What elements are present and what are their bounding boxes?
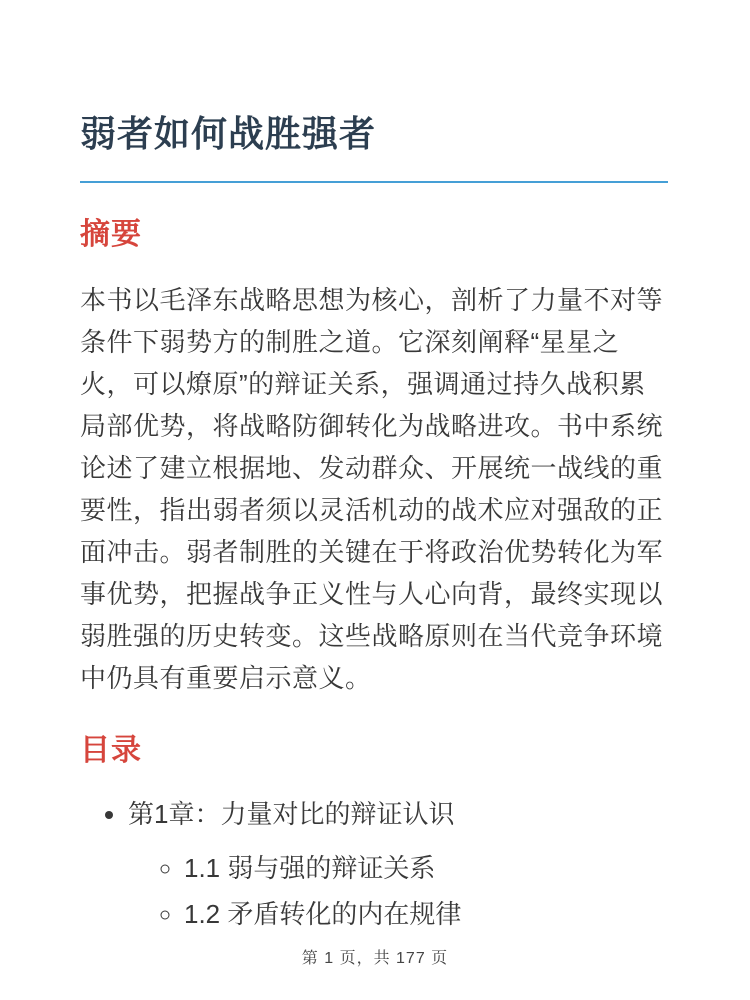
- toc-chapter-label: 第1章：力量对比的辩证认识: [128, 799, 455, 830]
- title-divider: [80, 181, 668, 183]
- toc-list: [80, 797, 668, 931]
- toc-subitem: ◦ 1.2 矛盾转化的内在规律: [184, 897, 668, 931]
- toc-chapter-item: [128, 797, 668, 931]
- toc-sublist: [128, 851, 668, 931]
- abstract-paragraph: 本书以毛泽东战略思想为核心，剖析了力量不对等条件下弱势方的制胜之道。它深刻阐释“星星之火，可以燎原”的辩证关系，强调通过持久战积累局部优势，将战略防御转化为战略进攻。书中系统论述了建立根据地、发动群众、开展统一战线的重要性，指出弱者须以灵活机动的战术应对强敌的正面冲击。弱者制胜的关键在于将政治优势转化为军事优势，把握战争正义性与人心向背，最终实现以弱胜强的历史转变。这些战略原则在当代竞争环境中仍具有重要启示意义。: [80, 285, 664, 694]
- page-number-indicator: 第 1 页，共 177 页: [301, 950, 449, 967]
- toc-subitem: ◦ 1.1 弱与强的辩证关系: [184, 851, 668, 885]
- page-title: 弱者如何战胜强者: [80, 113, 377, 154]
- toc-heading: 目录: [80, 734, 142, 768]
- abstract-heading: 摘要: [80, 218, 142, 252]
